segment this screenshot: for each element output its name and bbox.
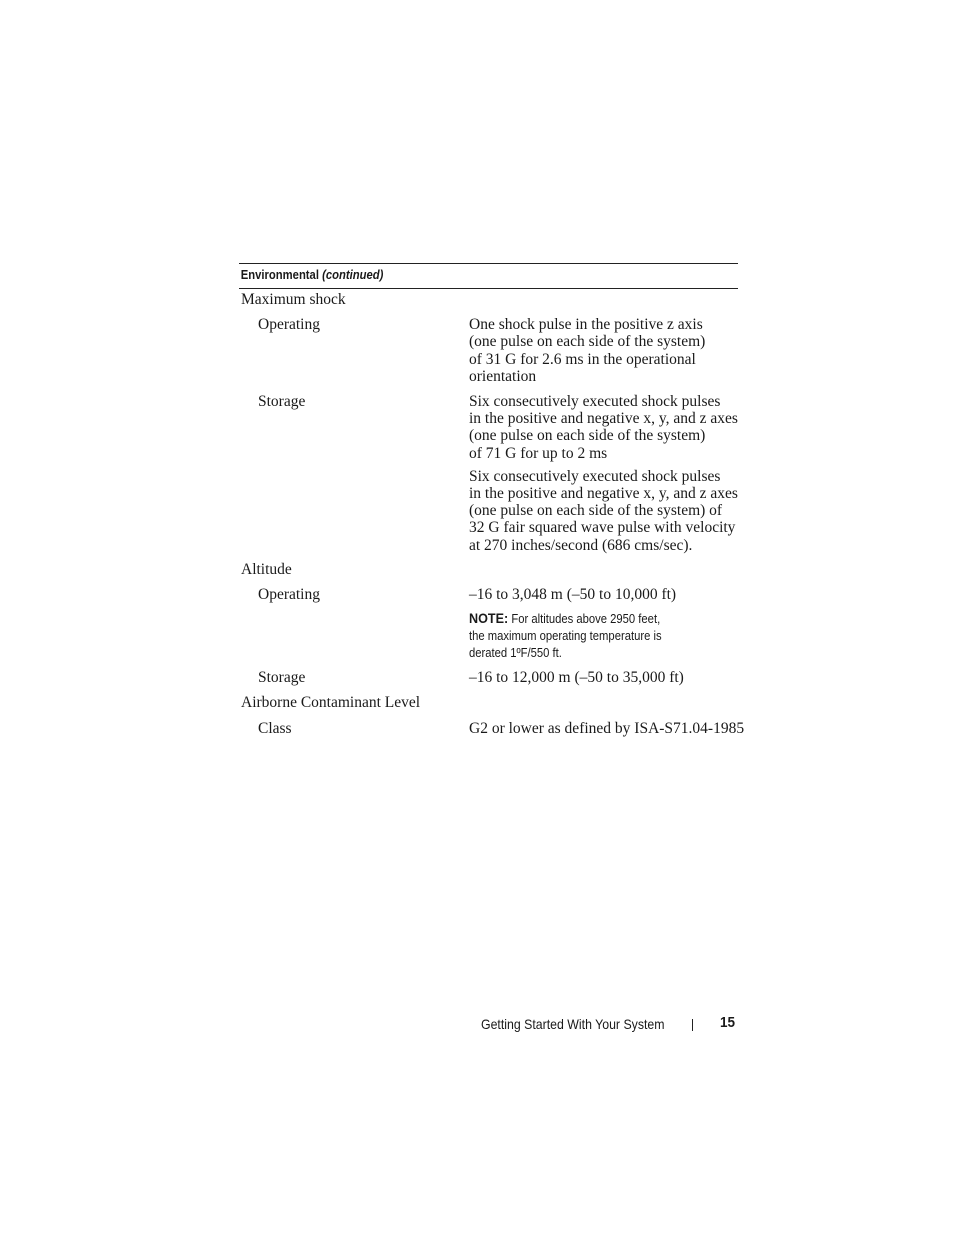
category-altitude (239, 561, 738, 578)
footer-separator (692, 1019, 693, 1031)
note-line: For altitudes above 2950 feet, (511, 612, 661, 627)
row-value (469, 719, 745, 737)
value-line: (one pulse on each side of the system) (469, 333, 706, 351)
category-maximum-shock (239, 291, 738, 308)
value-line: of 31 G for 2.6 ms in the operational (469, 350, 696, 368)
row-label: Storage (258, 669, 306, 687)
note-line: the maximum operating temperature is (469, 629, 662, 644)
row-value (469, 393, 738, 462)
row-label: Operating (258, 316, 320, 334)
value-line: (one pulse on each side of the system) (469, 427, 706, 445)
note-line: derated 1ºF/550 ft. (469, 646, 562, 661)
value-line: in the positive and negative x, y, and z axes (469, 410, 738, 428)
table-heading-text: Environmental (240, 268, 319, 282)
value-line: G2 or lower as defined by ISA-S71.04-1985 (469, 719, 745, 737)
value-line: of 71 G for up to 2 ms (469, 444, 608, 462)
value-line: at 270 inches/second (686 cms/sec). (469, 536, 693, 554)
value-line: (one pulse on each side of the system) of (469, 502, 723, 520)
value-line: –16 to 3,048 m (–50 to 10,000 ft) (469, 586, 677, 604)
row-value (469, 586, 738, 603)
row-label: Storage (258, 393, 306, 411)
row-label: Operating (258, 586, 320, 604)
row-shock-storage-continued (239, 468, 738, 554)
value-line: orientation (469, 367, 537, 385)
environmental-spec-table (239, 263, 745, 737)
note-label: NOTE: (469, 610, 509, 627)
row-altitude-storage (239, 669, 738, 686)
value-line: Six consecutively executed shock pulses (469, 393, 721, 411)
row-shock-operating (239, 316, 738, 385)
value-line: in the positive and negative x, y, and z axes (469, 485, 738, 503)
value-line: Six consecutively executed shock pulses (469, 467, 721, 485)
table-heading-suffix: (continued) (322, 268, 384, 282)
category-label: Airborne Contaminant Level (241, 694, 421, 712)
row-shock-storage (239, 393, 738, 462)
row-label: Class (258, 719, 292, 737)
row-value (469, 316, 738, 385)
footer-title: Getting Started With Your System (481, 1016, 665, 1032)
page-footer (0, 1014, 954, 1034)
row-value (469, 468, 738, 554)
value-line: –16 to 12,000 m (–50 to 35,000 ft) (469, 669, 684, 687)
value-line: One shock pulse in the positive z axis (469, 316, 703, 334)
page-number: 15 (720, 1014, 736, 1031)
table-heading-rule (239, 288, 738, 289)
altitude-note (469, 610, 738, 662)
row-contaminant-class (239, 719, 745, 737)
table-heading (239, 264, 688, 288)
category-label: Maximum shock (241, 291, 346, 308)
row-value (469, 669, 738, 686)
category-airborne-contaminant (239, 694, 738, 711)
value-line: 32 G fair squared wave pulse with velocity (469, 519, 736, 537)
category-label: Altitude (241, 560, 292, 578)
row-altitude-operating (239, 586, 738, 603)
